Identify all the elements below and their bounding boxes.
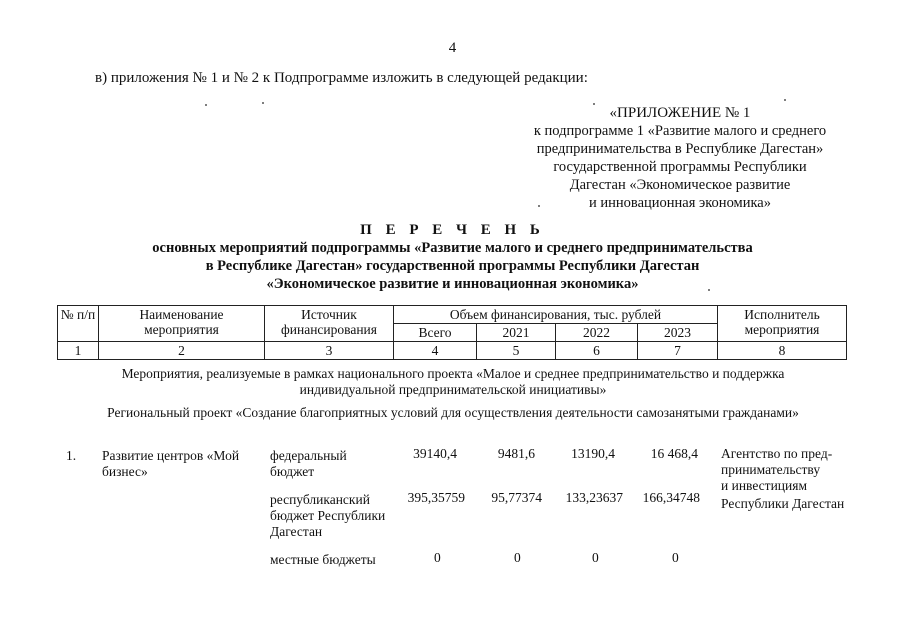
document-heading <box>0 221 905 293</box>
column-number: 6 <box>556 342 638 360</box>
appendix-line: и инновационная экономика» <box>589 195 771 211</box>
header-volume: Объем финансирования, тыс. рублей <box>394 306 718 324</box>
column-number: 7 <box>638 342 718 360</box>
value-2022: 0 <box>592 550 599 565</box>
appendix-title: «ПРИЛОЖЕНИЕ № 1 <box>609 105 751 121</box>
row-name: Развитие центров «Мой бизнес» <box>102 448 240 479</box>
source-label: республиканский бюджет Республики Дагестан <box>270 492 386 539</box>
header-2023: 2023 <box>638 324 718 342</box>
column-number: 3 <box>265 342 394 360</box>
value-total: 0 <box>434 550 441 565</box>
column-number: 5 <box>477 342 556 360</box>
section-regional-project: Региональный проект «Создание благоприятных условий для осуществления деятельности самозанятыми гражданами» <box>107 405 799 420</box>
value-total: 39140,4 <box>413 446 457 461</box>
scan-speck <box>262 102 264 104</box>
value-2021: 0 <box>514 550 521 565</box>
source-label: федеральный бюджет <box>270 448 347 479</box>
value-2021: 95,77374 <box>491 490 542 505</box>
scan-speck <box>538 205 540 207</box>
executor-line: и инвестициям <box>721 478 807 493</box>
value-2021: 9481,6 <box>497 446 535 461</box>
header-2021: 2021 <box>477 324 556 342</box>
heading-line: «Экономическое развитие и инновационная экономика» <box>266 276 639 292</box>
value-2023: 16 468,4 <box>650 446 698 461</box>
value-2022: 133,23637 <box>565 490 623 505</box>
heading-line: в Республике Дагестан» государственной программы Республики Дагестан <box>205 258 700 274</box>
executor-line: принимательству <box>721 462 821 477</box>
intro-text: в) приложения № 1 и № 2 к Подпрограмме изложить в следующей редакции: <box>95 70 588 86</box>
table-header <box>57 305 847 360</box>
header-source: Источник финансирования <box>265 306 394 342</box>
scan-speck <box>784 99 786 101</box>
row-executor <box>721 446 856 512</box>
heading-line: основных мероприятий подпрограммы «Развитие малого и среднего предпринимательства <box>152 240 753 256</box>
row-number: 1. <box>66 448 77 463</box>
page-number: 4 <box>448 40 457 56</box>
section-national-project: Мероприятия, реализуемые в рамках национального проекта «Малое и среднее предпринимательство и поддержка индивидуальной предпринимательской инициативы» <box>121 366 785 397</box>
value-total: 395,35759 <box>407 490 465 505</box>
scan-speck <box>205 104 207 106</box>
heading-title: П Е Р Е Ч Е Н Ь <box>360 222 545 238</box>
scan-speck <box>708 289 710 291</box>
appendix-line: предпринимательства в Республике Дагестан» <box>536 141 824 157</box>
column-number: 1 <box>58 342 99 360</box>
column-number: 8 <box>718 342 847 360</box>
column-number: 4 <box>394 342 477 360</box>
header-executor: Исполнитель мероприятия <box>718 306 847 342</box>
value-2023: 166,34748 <box>642 490 700 505</box>
appendix-line: к подпрограмме 1 «Развитие малого и среднего <box>533 123 827 139</box>
header-name: Наименование мероприятия <box>99 306 265 342</box>
column-number: 2 <box>99 342 265 360</box>
header-no: № п/п <box>58 306 99 342</box>
appendix-line: государственной программы Республики <box>553 159 807 175</box>
executor-line: Республики Дагестан <box>721 496 845 511</box>
header-total: Всего <box>394 324 477 342</box>
scan-speck <box>593 103 595 105</box>
executor-line: Агентство по пред- <box>721 446 833 461</box>
appendix-block <box>515 104 845 212</box>
header-2022: 2022 <box>556 324 638 342</box>
value-2022: 13190,4 <box>571 446 615 461</box>
appendix-line: Дагестан «Экономическое развитие <box>569 177 791 193</box>
value-2023: 0 <box>672 550 679 565</box>
source-label: местные бюджеты <box>270 552 376 567</box>
